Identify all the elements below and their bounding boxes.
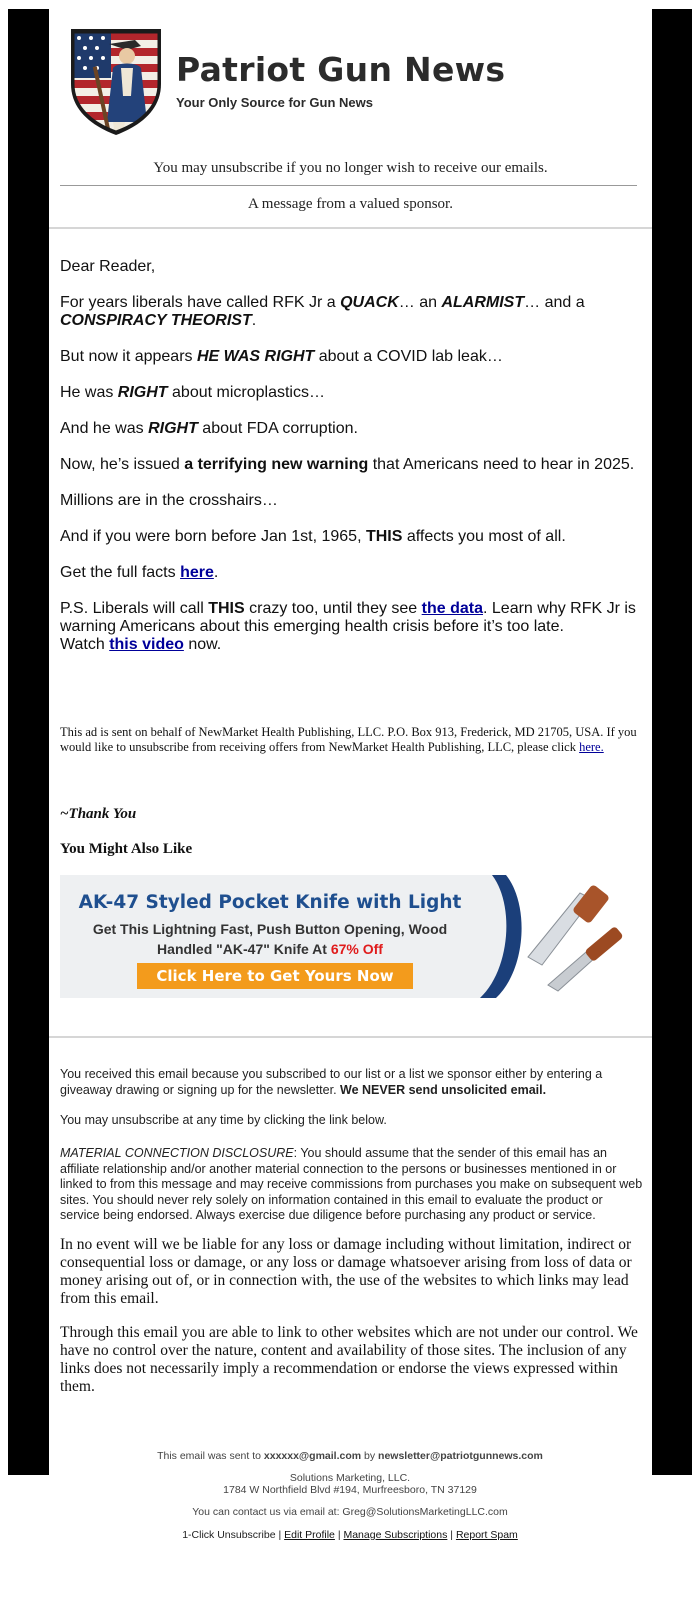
divider <box>49 1036 652 1038</box>
patriot-shield-logo-icon <box>69 26 163 136</box>
liability-notice: In no event will we be liable for any loss or damage including without limitation, indirect or consequential loss or damage, or any loss or damage whatsoever arising from loss of data or money arising out of, or in connection with, the use of the websites to which links may lead from this email. <box>60 1236 632 1307</box>
external-links-notice: Through this email you are able to link to other websites which are not under our control. We have no control over the nature, content and availability of those sites. The inclusion of any links does not necessarily imply a recommendation or endorse the views expressed within them. <box>60 1324 638 1395</box>
knife-promo-banner[interactable] <box>60 875 628 998</box>
unsubscribe-info: You may unsubscribe at any time by clicking the link below. <box>60 1113 387 1127</box>
footer-links: 1-Click Unsubscribe | Edit Profile | Manage Subscriptions | Report Spam <box>182 1529 518 1541</box>
report-spam-link[interactable]: Report Spam <box>455 1529 518 1541</box>
sponsor-notice: A message from a valued sponsor. <box>248 196 453 212</box>
material-disclosure: MATERIAL CONNECTION DISCLOSURE: You should assume that the sender of this email has an affiliate relationship and/or another material connection to the persons or businesses mentioned in or linked to from this message and may receive commissions from purchases you make on subsequent web sites. You should never rely solely on information contained in this email to evaluate the product or service being endorsed. Always exercise due diligence before purchasing any product or service. <box>60 1146 643 1222</box>
banner-line2: Handled "AK-47" Knife At 67% Off <box>157 941 383 957</box>
sent-to-line: This email was sent to xxxxxx@gmail.com by newsletter@patriotgunnews.com <box>157 1450 543 1462</box>
letter-paragraph: Now, he’s issued a terrifying new warning that Americans need to hear in 2025. <box>60 456 635 473</box>
divider <box>60 185 637 186</box>
letter-greeting: Dear Reader, <box>60 258 156 275</box>
letter-paragraph: Get the full facts here. <box>60 564 219 581</box>
signoff: ~Thank You <box>60 806 137 822</box>
one-click-unsubscribe[interactable]: 1-Click Unsubscribe <box>182 1529 276 1541</box>
email-card <box>49 9 652 1475</box>
letter-paragraph: He was RIGHT about microplastics… <box>60 384 325 401</box>
email-frame <box>8 9 692 1475</box>
also-like-heading: You Might Also Like <box>60 841 193 857</box>
sponsor-disclaimer: This ad is sent on behalf of NewMarket Health Publishing, LLC. P.O. Box 913, Frederick, MD 21705, USA. If you would like to unsubscribe from receiving offers from NewMarket Health Publishing, LLC, please click here. <box>60 725 637 754</box>
brand-subtitle: Your Only Source for Gun News <box>176 95 373 110</box>
company-name: Solutions Marketing, LLC. <box>289 1472 411 1484</box>
sponsor-unsubscribe-link[interactable]: here. <box>579 740 604 754</box>
letter-paragraph: And if you were born before Jan 1st, 1965, THIS affects you most of all. <box>60 528 566 545</box>
manage-subscriptions-link[interactable]: Manage Subscriptions <box>343 1529 448 1541</box>
letter-paragraph: For years liberals have called RFK Jr a QUACK… an ALARMIST… and a CONSPIRACY THEORIST. <box>60 294 585 329</box>
the-data-link[interactable]: the data <box>421 600 483 617</box>
letter-paragraph: Millions are in the crosshairs… <box>60 492 278 509</box>
this-video-link[interactable]: this video <box>109 636 184 653</box>
letter-paragraph: And he was RIGHT about FDA corruption. <box>60 420 358 437</box>
brand-title: Patriot Gun News <box>176 50 506 89</box>
letter-paragraph: P.S. Liberals will call THIS crazy too, until they see the data. Learn why RFK Jr is warning Americans about this emerging health crisis before it’s too late. Watch this video now. <box>60 600 636 653</box>
contact-line: You can contact us via email at: Greg@SolutionsMarketingLLC.com <box>192 1506 508 1518</box>
letter-body <box>60 258 645 672</box>
banner-line1: Get This Lightning Fast, Push Button Opening, Wood <box>92 921 448 937</box>
unsubscribe-notice: You may unsubscribe if you no longer wish to receive our emails. <box>153 160 548 176</box>
banner-cta-button[interactable]: Click Here to Get Yours Now <box>137 963 413 989</box>
divider <box>49 227 652 229</box>
letter-paragraph: But now it appears HE WAS RIGHT about a COVID lab leak… <box>60 348 503 365</box>
edit-profile-link[interactable]: Edit Profile <box>284 1529 335 1541</box>
subscription-reason: You received this email because you subscribed to our list or a list we sponsor either by entering a giveaway drawing or signing up for the newsletter. We NEVER send unsolicited email. <box>60 1067 603 1097</box>
banner-title: AK-47 Styled Pocket Knife with Light <box>78 892 462 913</box>
full-facts-link[interactable]: here <box>180 564 214 581</box>
company-address: 1784 W Northfield Blvd #194, Murfreesboro, TN 37129 <box>223 1484 477 1496</box>
